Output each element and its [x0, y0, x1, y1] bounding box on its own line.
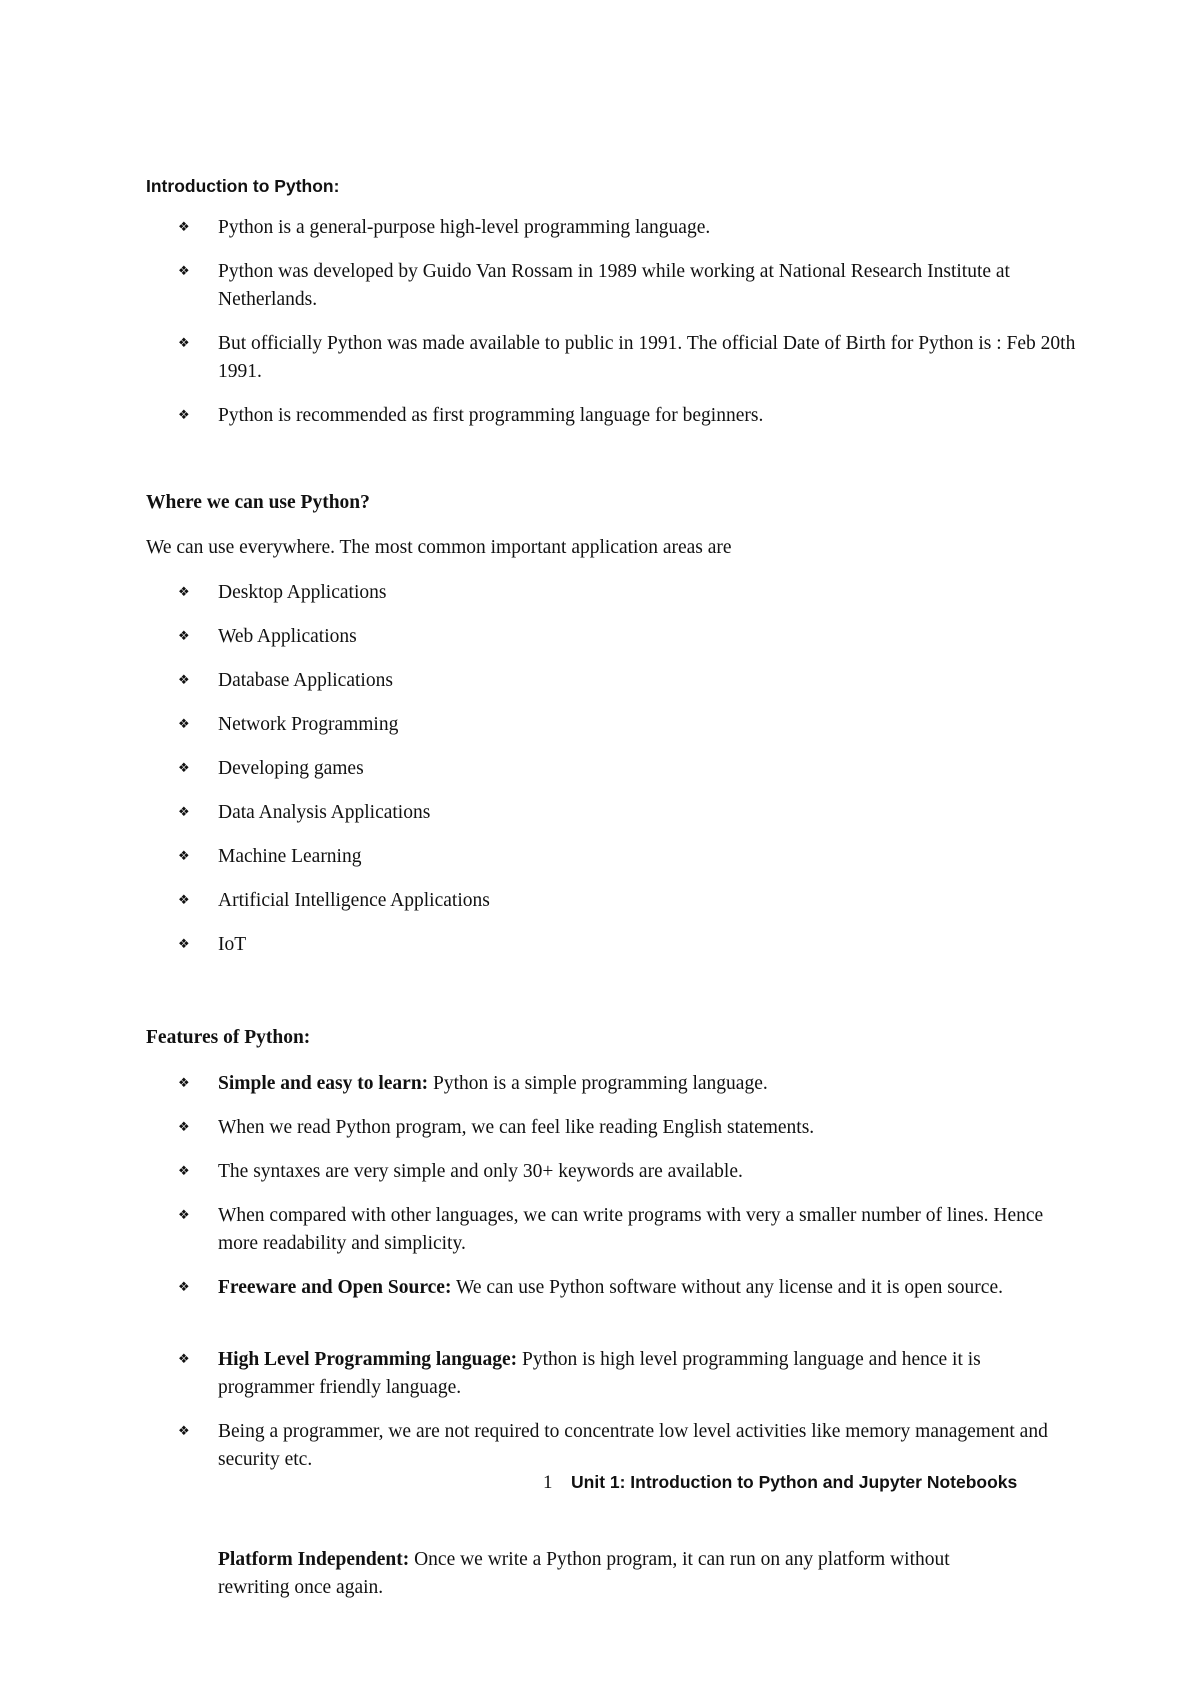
- diamond-bullet-icon: ❖: [178, 336, 190, 351]
- diamond-bullet-icon: ❖: [178, 761, 190, 776]
- list-item: ❖ Simple and easy to learn: Python is a simple programming language.: [178, 1070, 1078, 1098]
- page-number: 1: [543, 1472, 553, 1493]
- diamond-bullet-icon: ❖: [178, 1352, 190, 1367]
- list-item: ❖ Machine Learning: [178, 843, 1078, 871]
- list-item: ❖ Network Programming: [178, 711, 1078, 739]
- diamond-bullet-icon: ❖: [178, 1076, 190, 1091]
- section-heading-features: Features of Python:: [146, 1027, 311, 1048]
- diamond-bullet-icon: ❖: [178, 629, 190, 644]
- list-item: ❖ Web Applications: [178, 623, 1078, 651]
- list-item: ❖ The syntaxes are very simple and only 30+ keywords are available.: [178, 1158, 1078, 1186]
- diamond-bullet-icon: ❖: [178, 717, 190, 732]
- diamond-bullet-icon: ❖: [178, 849, 190, 864]
- diamond-bullet-icon: ❖: [178, 673, 190, 688]
- diamond-bullet-icon: ❖: [178, 1424, 190, 1439]
- diamond-bullet-icon: ❖: [178, 1164, 190, 1179]
- list-item: ❖ Data Analysis Applications: [178, 799, 1078, 827]
- list-item: ❖ High Level Programming language: Python is high level programming language and hence it is programmer friendly language.: [178, 1346, 1078, 1402]
- diamond-bullet-icon: ❖: [178, 805, 190, 820]
- list-item: ❖ IoT: [178, 931, 1078, 959]
- list-item: ❖ Python is a general-purpose high-level programming language.: [178, 214, 1078, 242]
- list-item: ❖ Developing games: [178, 755, 1078, 783]
- section-heading-introduction: Introduction to Python:: [146, 176, 340, 196]
- section-intro-paragraph: We can use everywhere. The most common important application areas are: [146, 537, 732, 558]
- diamond-bullet-icon: ❖: [178, 408, 190, 423]
- list-item: ❖ Python is recommended as first programming language for beginners.: [178, 402, 1078, 430]
- list-item: ❖ But officially Python was made available to public in 1991. The official Date of Birth for Python is : Feb 20th 1991.: [178, 330, 1078, 386]
- list-item: ❖ Artificial Intelligence Applications: [178, 887, 1078, 915]
- diamond-bullet-icon: ❖: [178, 1120, 190, 1135]
- next-page-paragraph: Platform Independent: Once we write a Python program, it can run on any platform without rewriting once again.: [218, 1549, 950, 1598]
- diamond-bullet-icon: ❖: [178, 1208, 190, 1223]
- diamond-bullet-icon: ❖: [178, 1280, 190, 1295]
- page-footer: [543, 1472, 1017, 1494]
- diamond-bullet-icon: ❖: [178, 893, 190, 908]
- diamond-bullet-icon: ❖: [178, 937, 190, 952]
- list-item: ❖ Freeware and Open Source: We can use Python software without any license and it is open source.: [178, 1274, 1078, 1302]
- diamond-bullet-icon: ❖: [178, 220, 190, 235]
- footer-title: Unit 1: Introduction to Python and Jupyter Notebooks: [571, 1472, 1018, 1492]
- diamond-bullet-icon: ❖: [178, 585, 190, 600]
- list-item: ❖ When we read Python program, we can feel like reading English statements.: [178, 1114, 1078, 1142]
- diamond-bullet-icon: ❖: [178, 264, 190, 279]
- list-item: ❖ Database Applications: [178, 667, 1078, 695]
- section-heading-where-use: Where we can use Python?: [146, 492, 370, 513]
- list-item: ❖ Python was developed by Guido Van Rossam in 1989 while working at National Research Institute at Netherlands.: [178, 258, 1078, 314]
- list-item: ❖ When compared with other languages, we can write programs with very a smaller number of lines. Hence more readability and simplicity.: [178, 1202, 1078, 1258]
- list-item: ❖ Desktop Applications: [178, 579, 1078, 607]
- list-item: ❖ Being a programmer, we are not required to concentrate low level activities like memory management and security etc.: [178, 1418, 1078, 1474]
